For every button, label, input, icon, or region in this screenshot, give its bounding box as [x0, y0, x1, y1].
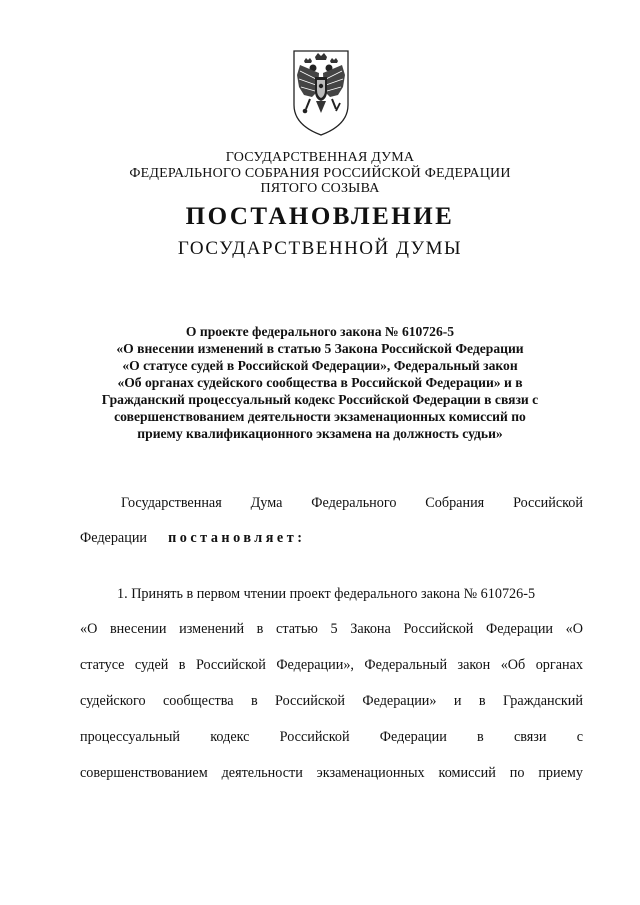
document-title: ПОСТАНОВЛЕНИЕ: [185, 203, 455, 230]
item1-line: статусе судей в Российской Федерации», Федеральный закон «Об органах: [80, 657, 583, 673]
item1-line: «О внесении изменений в статью 5 Закона Российской Федерации «О: [80, 621, 583, 637]
heading-line: О проекте федерального закона № 610726-5: [185, 324, 455, 339]
resolves-word: постановляет:: [168, 530, 306, 546]
preamble-line-2: [80, 530, 583, 547]
preamble-line-1: Государственная Дума Федерального Собрания Российской: [121, 495, 583, 511]
preamble-federation: Федерации: [80, 530, 148, 546]
heading-line: совершенствованием деятельности экзаменационных комиссий по: [114, 409, 526, 424]
document-subtitle: ГОСУДАРСТВЕННОЙ ДУМЫ: [177, 238, 463, 259]
item1-line: процессуальный кодекс Российской Федерации в связи с: [80, 729, 583, 745]
heading-line: «Об органах судейского сообщества в Российской Федерации» и в: [117, 375, 523, 390]
russian-coat-of-arms-icon: [290, 47, 352, 139]
item1-line: 1. Принять в первом чтении проект федерального закона № 610726-5: [117, 586, 536, 602]
heading-line: «О статусе судей в Российской Федерации», Федеральный закон: [122, 358, 518, 373]
heading-line: «О внесении изменений в статью 5 Закона Российской Федерации: [116, 341, 524, 356]
org-parliament-line: ФЕДЕРАЛЬНОГО СОБРАНИЯ РОССИЙСКОЙ ФЕДЕРАЦИИ: [129, 166, 511, 181]
convocation-line: ПЯТОГО СОЗЫВА: [260, 181, 380, 196]
heading-block: [50, 323, 590, 442]
org-name-line: ГОСУДАРСТВЕННАЯ ДУМА: [225, 150, 415, 165]
item1-line: совершенствованием деятельности экзаменационных комиссий по приему: [80, 765, 583, 781]
heading-line: приему квалификационного экзамена на должность судьи»: [137, 426, 503, 441]
heading-line: Гражданский процессуальный кодекс Российской Федерации в связи с: [101, 392, 539, 407]
item1-line: судейского сообщества в Российской Федерации» и в Гражданский: [80, 693, 583, 709]
